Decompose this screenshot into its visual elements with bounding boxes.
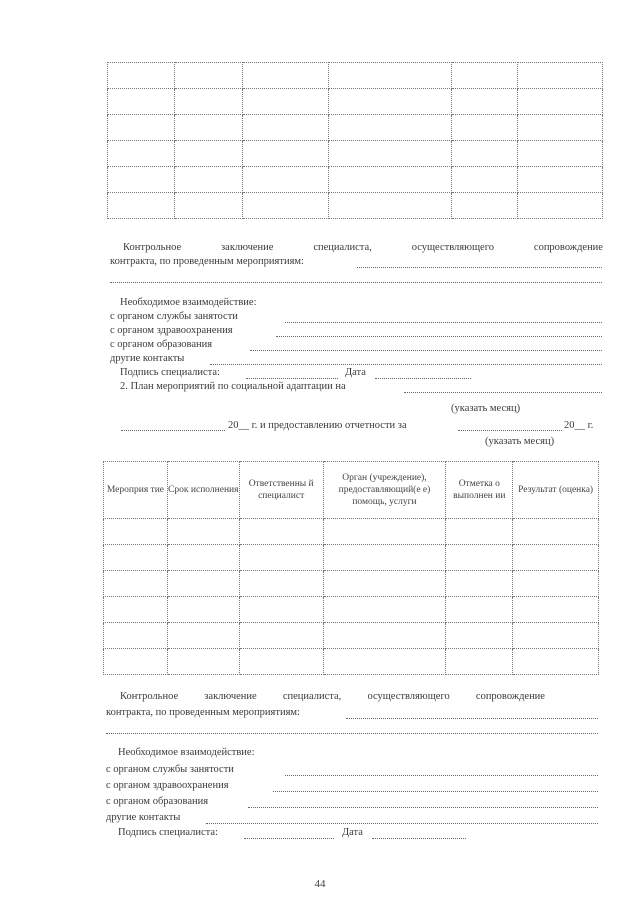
word: заключение bbox=[221, 242, 274, 253]
table-row bbox=[104, 519, 599, 545]
table-row bbox=[104, 571, 599, 597]
signature-label: Подпись специалиста: bbox=[118, 827, 218, 838]
fill-line bbox=[357, 267, 602, 268]
fill-line bbox=[458, 430, 562, 431]
health-label: с органом здравоохранения bbox=[110, 325, 233, 336]
plan-title: 2. План мероприятий по социальной адаптации на bbox=[120, 381, 346, 392]
signature-line bbox=[246, 378, 338, 379]
education-label: с органом образования bbox=[110, 339, 213, 350]
date-line bbox=[375, 378, 471, 379]
word: специалиста, bbox=[313, 242, 372, 253]
date-label: Дата bbox=[345, 367, 366, 378]
table-row bbox=[108, 115, 603, 141]
word: осуществляющего bbox=[411, 242, 495, 253]
table-header-row bbox=[104, 462, 599, 519]
activities-table-continued bbox=[107, 62, 603, 219]
signature-line bbox=[244, 838, 334, 839]
table-row bbox=[108, 167, 603, 193]
conclusion-line-1 bbox=[123, 241, 603, 254]
conclusion-line-2: контракта, по проведенным мероприятиям: bbox=[106, 707, 300, 718]
employment-label: с органом службы занятости bbox=[106, 764, 234, 775]
fill-line bbox=[248, 807, 598, 808]
other-contacts-label: другие контакты bbox=[106, 812, 181, 823]
year-end: 20__ г. bbox=[564, 420, 594, 431]
month-hint-1: (указать месяц) bbox=[451, 403, 521, 414]
word: осуществляющего bbox=[367, 691, 450, 702]
fill-line bbox=[110, 282, 602, 283]
fill-line bbox=[106, 733, 598, 734]
fill-line bbox=[346, 718, 598, 719]
header-responsible: Ответственны й специалист bbox=[239, 462, 323, 519]
conclusion-line-2: контракта, по проведенным мероприятиям: bbox=[110, 256, 304, 267]
report-period-text: 20__ г. и предоставлению отчетности за bbox=[228, 420, 407, 431]
table-row bbox=[108, 63, 603, 89]
fill-line bbox=[121, 430, 225, 431]
table-row bbox=[108, 89, 603, 115]
fill-line bbox=[210, 364, 602, 365]
page-number: 44 bbox=[314, 878, 326, 890]
header-activity: Мероприя тие bbox=[104, 462, 168, 519]
header-result: Результат (оценка) bbox=[513, 462, 599, 519]
word: сопровождение bbox=[533, 242, 603, 253]
word: сопровождение bbox=[475, 691, 545, 702]
table-row bbox=[104, 545, 599, 571]
other-contacts-label: другие контакты bbox=[110, 353, 185, 364]
education-label: с органом образования bbox=[106, 796, 209, 807]
health-label: с органом здравоохранения bbox=[106, 780, 229, 791]
interaction-title: Необходимое взаимодействие: bbox=[120, 297, 257, 308]
month-hint-2: (указать месяц) bbox=[485, 436, 555, 447]
fill-line bbox=[404, 392, 602, 393]
word: Контрольное bbox=[120, 691, 179, 702]
word: заключение bbox=[204, 691, 257, 702]
table-row bbox=[108, 193, 603, 219]
date-label: Дата bbox=[342, 827, 363, 838]
header-deadline: Срок исполнения bbox=[167, 462, 239, 519]
table-row bbox=[104, 623, 599, 649]
fill-line bbox=[273, 791, 598, 792]
employment-label: с органом службы занятости bbox=[110, 311, 238, 322]
fill-line bbox=[276, 336, 602, 337]
fill-line bbox=[250, 350, 602, 351]
fill-line bbox=[285, 775, 598, 776]
word: специалиста, bbox=[282, 691, 342, 702]
table-row bbox=[104, 597, 599, 623]
fill-line bbox=[206, 823, 598, 824]
word: Контрольное bbox=[123, 242, 182, 253]
date-line bbox=[372, 838, 466, 839]
header-completion-mark: Отметка о выполнен ии bbox=[446, 462, 513, 519]
table-row bbox=[104, 649, 599, 675]
conclusion-line-1 bbox=[120, 690, 545, 703]
interaction-title: Необходимое взаимодействие: bbox=[118, 747, 255, 758]
signature-label: Подпись специалиста: bbox=[120, 367, 220, 378]
table-row bbox=[108, 141, 603, 167]
social-adaptation-plan-table bbox=[103, 461, 599, 675]
fill-line bbox=[285, 322, 602, 323]
header-agency: Орган (учреждение), предоставляющий(е е) помощь, услуги bbox=[323, 462, 446, 519]
